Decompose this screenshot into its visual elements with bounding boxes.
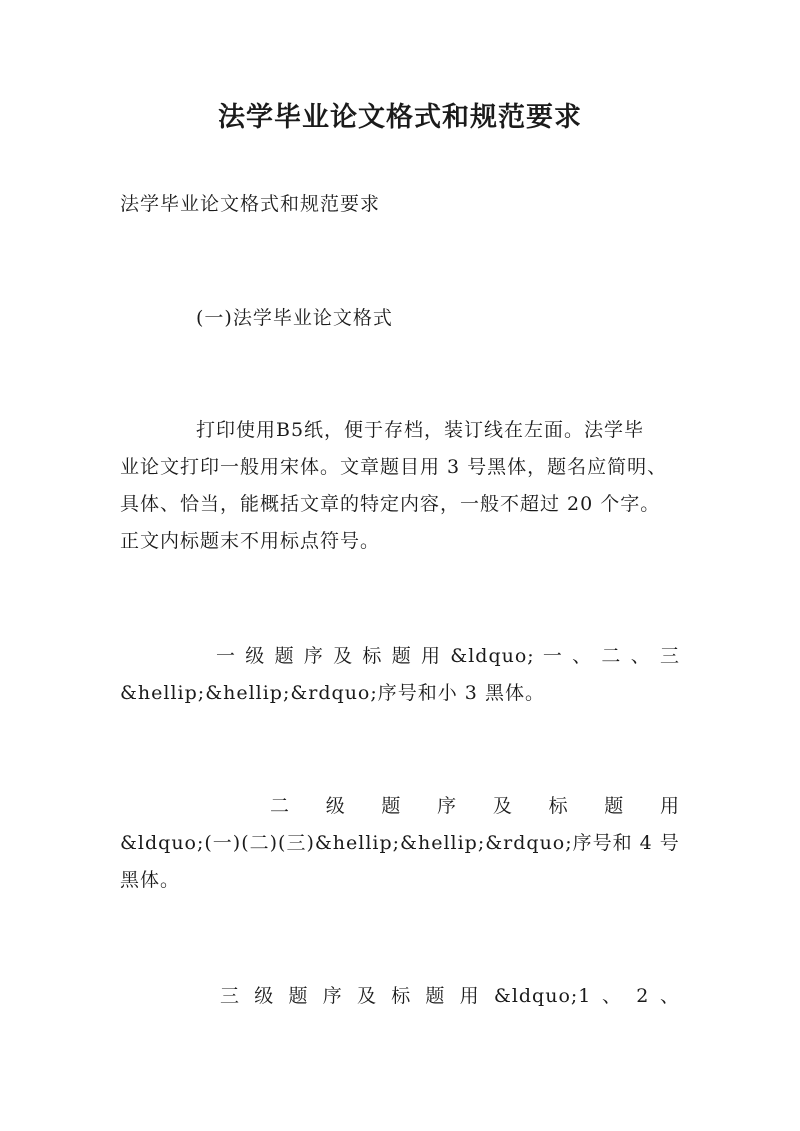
paragraph-1-line-1: 打印使用B5纸，便于存档，装订线在左面。法学毕: [196, 419, 645, 441]
paragraph-2-line-1: 一 级 题 序 及 标 题 用 &ldquo; 一 、 二 、 三: [216, 645, 680, 667]
paragraph-1: [120, 412, 680, 560]
section-heading: [120, 300, 680, 337]
paragraph-3: [120, 788, 680, 899]
document-subtitle: [120, 186, 680, 223]
section-heading-text: (一)法学毕业论文格式: [196, 307, 393, 329]
paragraph-4-line-1: 三 级 题 序 及 标 题 用 &ldquo;1 、 2 、: [220, 985, 680, 1007]
paragraph-4: [120, 978, 680, 1015]
paragraph-3-line-1: 二 级 题 序 及 标 题 用: [270, 795, 680, 817]
paragraph-3-line-3: 黑体。: [120, 869, 181, 891]
paragraph-2: [120, 638, 680, 712]
subtitle-text: 法学毕业论文格式和规范要求: [120, 193, 381, 215]
paragraph-1-line-3: 具体、恰当，能概括文章的特定内容，一般不超过 20 个字。: [120, 493, 661, 515]
paragraph-1-line-4: 正文内标题末不用标点符号。: [120, 530, 381, 552]
paragraph-1-line-2: 业论文打印一般用宋体。文章题目用 3 号黑体，题名应简明、: [120, 456, 668, 478]
paragraph-2-line-2: &hellip;&hellip;&rdquo;序号和小 3 黑体。: [120, 682, 545, 704]
document-title: 法学毕业论文格式和规范要求: [218, 102, 582, 133]
paragraph-3-line-2: &ldquo;(一)(二)(三)&hellip;&hellip;&rdquo;序号和 4 号: [120, 832, 680, 854]
